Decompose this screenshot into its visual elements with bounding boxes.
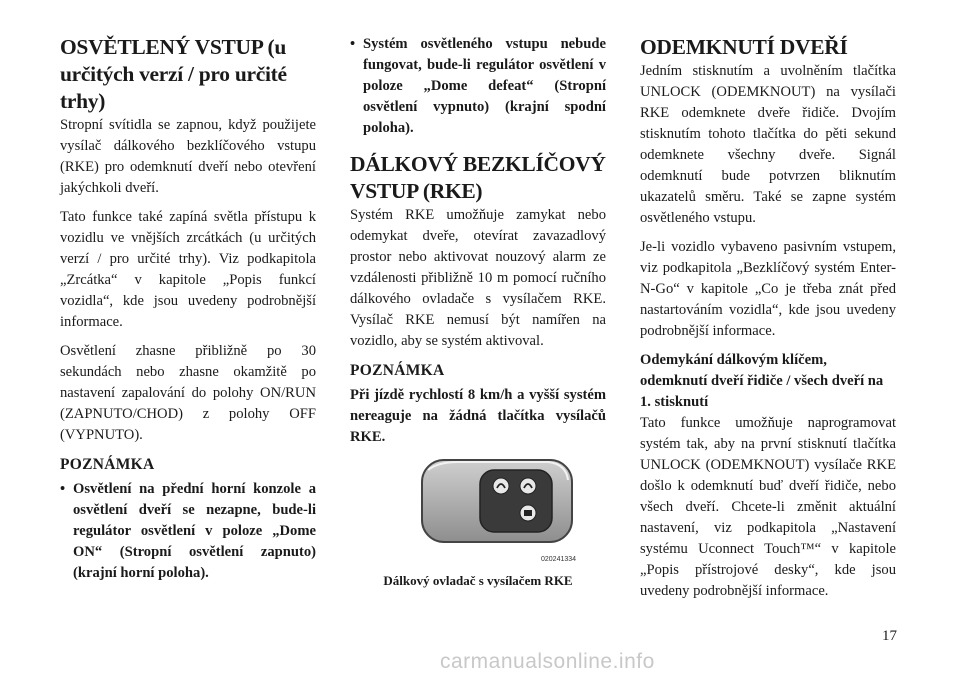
column-middle xyxy=(350,34,606,456)
paragraph: Tato funkce umožňuje naprogramovat systém tak, aby na první stisknutí tlačítka UNLOCK (ODEMKNOUT) vysílače RKE došlo k odemknutí buď dveří řidiče, nebo všech dveří. Chcete-li změnit aktuální nastavení, viz podkapitola „Nastavení systému Uconnect Touch™“ v kapitole „Popis přístrojové desky“, kde jsou uvedeny podrobnější informace. xyxy=(640,415,896,599)
watermark: carmanualsonline.info xyxy=(440,650,655,673)
page-number: 17 xyxy=(882,628,897,644)
section-heading-door-unlock: ODEMKNUTÍ DVEŘÍ xyxy=(640,35,848,59)
note-text: Při jízdě rychlostí 8 km/h a vyšší systém nereaguje na žádná tlačítka vysílačů RKE. xyxy=(350,387,606,445)
paragraph: Tato funkce také zapíná světla přístupu k vozidlu ve vnějších zrcátkách (u určitých verzí / pro určité trhy). Viz podkapitola „Zrcátka“ v kapitole „Popis funkcí vozidla“, kde jsou uvedeny podrobnější informace. xyxy=(60,209,316,330)
subheading: Odemykání dálkovým klíčem, odemknutí dveří řidiče / všech dveří na 1. stisknutí xyxy=(640,352,884,410)
note-bullet: • Osvětlení na přední horní konzole a osvětlení dveří se nezapne, bude-li regulátor osvětlení v poloze „Dome ON“ (Stropní osvětlení zapnuto) (krajní horní poloha). xyxy=(60,479,316,584)
paragraph: Jedním stisknutím a uvolněním tlačítka UNLOCK (ODEMKNOUT) na vysílači RKE odemknete dveře řidiče. Dvojím stisknutím tohoto tlačítka do pěti sekund odemknete všechny dveře. Signál odemknutí bude potvrzen bliknutím ukazatelů směru. Také se zapne systém osvětleného vstupu. xyxy=(640,63,896,226)
section-heading-illuminated-entry: OSVĚTLENÝ VSTUP (u určitých verzí / pro určité trhy) xyxy=(60,35,287,113)
column-left xyxy=(60,34,316,592)
note-list xyxy=(60,479,316,584)
paragraph: Systém RKE umožňuje zamykat nebo odemykat dveře, otevírat zavazadlový prostor nebo aktivovat nouzový alarm ze vzdálenosti přibližně 10 m pomocí ručního dálkového ovladače s vysílačem RKE. Vysílač RKE nemusí být namířen na vozidlo, aby se systém aktivoval. xyxy=(350,207,606,349)
paragraph: Osvětlení zhasne přibližně po 30 sekundách nebo zhasne okamžitě po nastavení zapalování do polohy ON/RUN (ZAPNUTO/CHOD) z polohy OFF (VYPNUTO). xyxy=(60,343,316,443)
note-bullet: • Systém osvětleného vstupu nebude fungovat, bude-li regulátor osvětlení v poloze „Dome defeat“ (Stropní osvětlení vypnuto) (krajní spodní poloha). xyxy=(350,34,606,139)
figure-code: 020241334 xyxy=(541,556,577,563)
section-heading-rke: DÁLKOVÝ BEZKLÍČOVÝ VSTUP (RKE) xyxy=(350,152,606,203)
note-title: POZNÁMKA xyxy=(350,362,445,379)
paragraph: Stropní svítidla se zapnou, když použijete vysílač dálkového bezklíčového vstupu (RKE) pro odemknutí dveří nebo otevření jakýchkoli dveří. xyxy=(60,117,316,196)
paragraph: Je-li vozidlo vybaveno pasivním vstupem, viz podkapitola „Bezklíčový systém Enter-N-Go“ v kapitole „Co je třeba znát před nastartováním vozidla“, kde jsou uvedeny podrobnější informace. xyxy=(640,239,896,339)
column-right xyxy=(640,34,896,610)
note-list xyxy=(350,34,606,139)
note-title: POZNÁMKA xyxy=(60,456,155,473)
figure-caption: Dálkový ovladač s vysílačem RKE xyxy=(383,573,573,588)
